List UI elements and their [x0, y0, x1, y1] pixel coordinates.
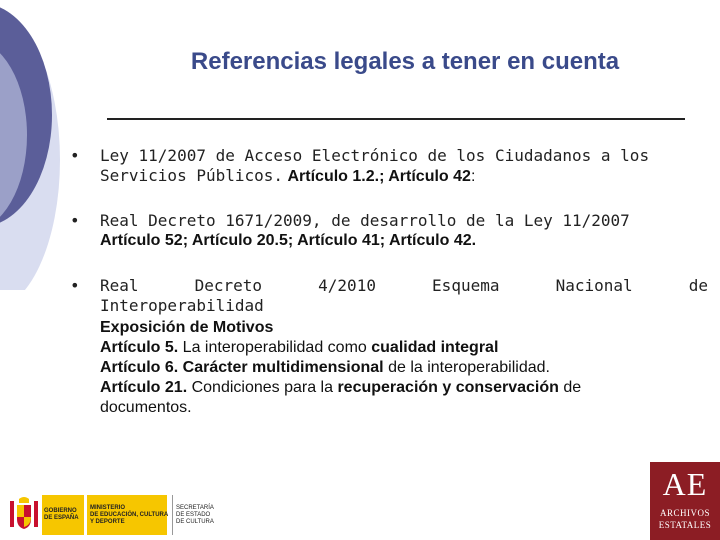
articulo-6-line: [100, 358, 710, 378]
articulo-21-line: [100, 378, 710, 398]
decorative-side-shape: [0, 0, 80, 290]
gobierno-label: [44, 508, 79, 522]
item-line: Ley 11/2007 de Acceso Electrónico de los Ciudadanos a los: [100, 146, 650, 165]
text-line: Y DEPORTE: [90, 519, 125, 525]
item-line: Real Decreto 1671/2009, de desarrollo de la Ley 11/2007: [100, 211, 630, 230]
list-item-ley-11-2007: [100, 146, 710, 187]
archivos-estatales-logo: [650, 462, 720, 540]
article-text: La interoperabilidad como: [178, 339, 372, 356]
article-text: de la interoperabilidad.: [383, 359, 550, 376]
text-line: MINISTERIO: [90, 505, 126, 511]
bullet-dot: •: [70, 146, 80, 165]
bullet-dot: •: [70, 276, 80, 295]
item-line-justified: [100, 276, 708, 296]
spain-coat-of-arms-icon: [8, 495, 40, 535]
text-line: DE ESPAÑA: [44, 515, 79, 521]
ae-sub2: ESTATALES: [658, 520, 712, 530]
logo-divider: [172, 495, 173, 535]
word: Real: [100, 276, 139, 295]
word: Decreto: [194, 276, 263, 295]
word: Nacional: [555, 276, 633, 295]
item-line-start: Servicios Públicos.: [100, 166, 284, 185]
ae-sub1: ARCHIVOS: [659, 508, 710, 518]
list-item-rd-1671-2009: [100, 211, 710, 251]
articulo-21-line2: documentos.: [100, 399, 192, 416]
article-refs: Artículo 1.2.; Artículo 42: [287, 168, 471, 185]
text-line: DE EDUCACIÓN, CULTURA: [90, 512, 169, 518]
list-item-rd-4-2010: [100, 276, 710, 418]
text-line: GOBIERNO: [44, 508, 77, 514]
article-text: de: [558, 379, 582, 396]
title-underline: [107, 118, 685, 120]
word: 4/2010: [318, 276, 376, 295]
text-line: DE CULTURA: [176, 519, 214, 525]
articulo-5-line: [100, 338, 710, 358]
article-label: Artículo 6. Carácter multidimensional: [100, 359, 384, 376]
ministerio-label: [90, 505, 168, 526]
article-text: Condiciones para la: [187, 379, 338, 396]
secretaria-label: [176, 505, 214, 526]
article-label: Artículo 5.: [100, 339, 179, 356]
text-line: SECRETARÍA: [176, 505, 214, 511]
colon: :: [470, 168, 476, 185]
ae-letters: AE: [662, 466, 708, 502]
article-label: Artículo 21.: [100, 379, 188, 396]
word: de: [688, 276, 708, 295]
article-refs: Artículo 52; Artículo 20.5; Artículo 41; Artículo 42.: [100, 232, 477, 249]
item-line: Interoperabilidad: [100, 296, 264, 315]
article-emphasis: cualidad integral: [371, 339, 499, 356]
bullet-dot: •: [70, 211, 80, 230]
article-emphasis: recuperación y conservación: [337, 379, 559, 396]
word: Esquema: [432, 276, 500, 295]
page-title: Referencias legales a tener en cuenta: [190, 48, 620, 75]
exposicion-motivos: Exposición de Motivos: [100, 319, 274, 336]
text-line: DE ESTADO: [176, 512, 211, 518]
